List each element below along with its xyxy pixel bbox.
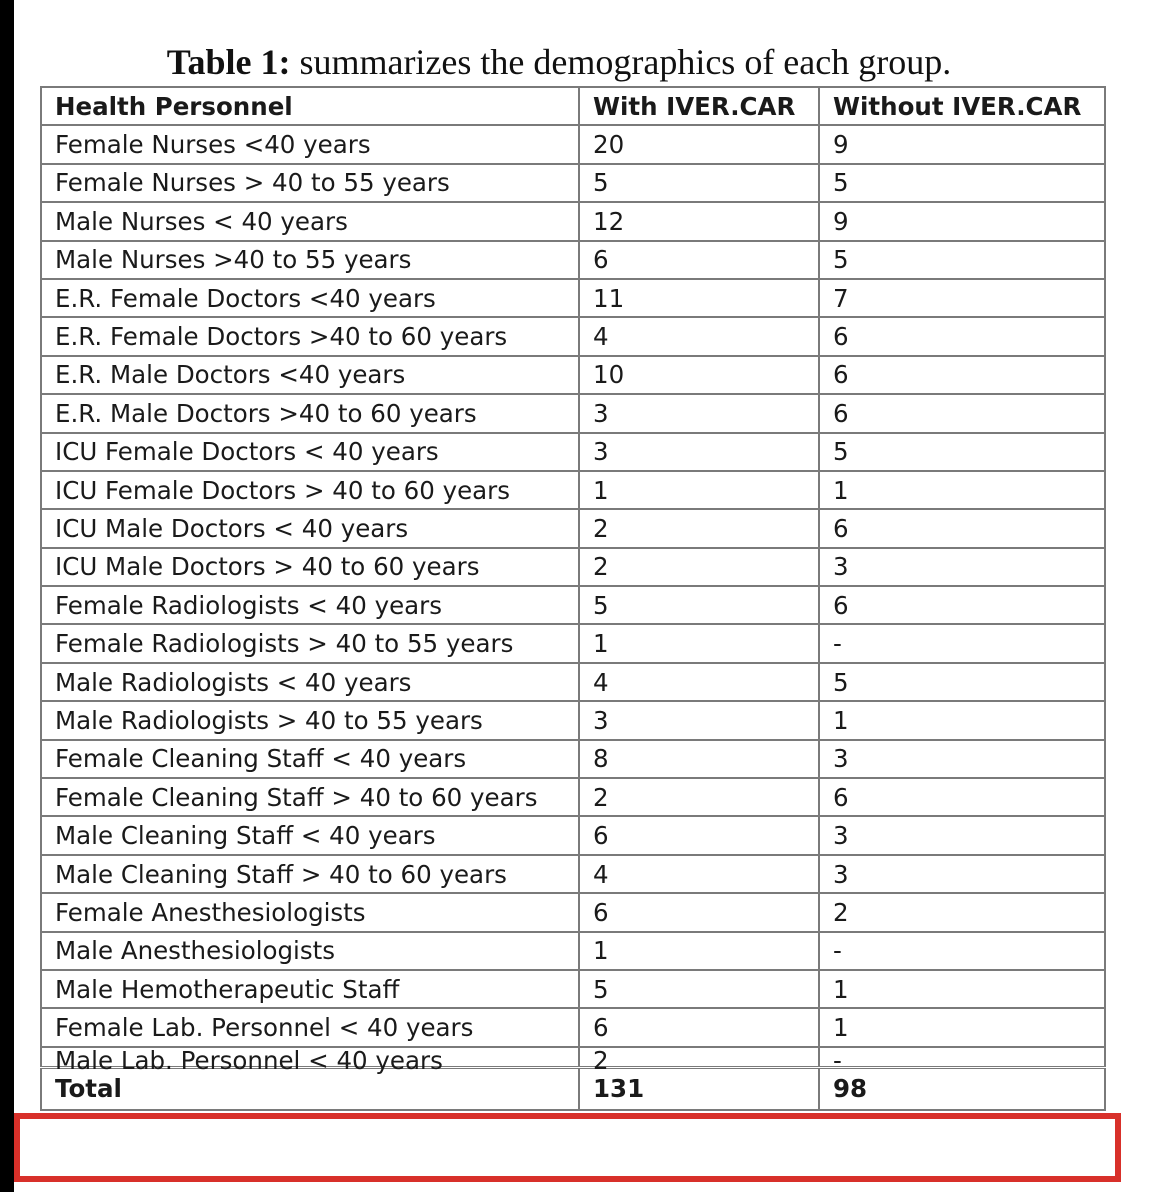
cell-personnel: Female Cleaning Staff < 40 years bbox=[41, 740, 579, 778]
cell-personnel: Female Radiologists < 40 years bbox=[41, 586, 579, 624]
cell-with: 2 bbox=[579, 778, 819, 816]
cell-with: 6 bbox=[579, 816, 819, 854]
cell-personnel: Male Radiologists > 40 to 55 years bbox=[41, 701, 579, 739]
demographics-table bbox=[40, 86, 1106, 1111]
cell-with: 12 bbox=[579, 202, 819, 240]
cell-with: 3 bbox=[579, 433, 819, 471]
table-row bbox=[41, 893, 1105, 931]
cell-without: 5 bbox=[819, 663, 1105, 701]
cell-with: 1 bbox=[579, 471, 819, 509]
table-row bbox=[41, 816, 1105, 854]
table-row bbox=[41, 548, 1105, 586]
cell-personnel: ICU Female Doctors < 40 years bbox=[41, 433, 579, 471]
cell-without: 5 bbox=[819, 164, 1105, 202]
cell-without: 6 bbox=[819, 356, 1105, 394]
cell-with: 3 bbox=[579, 394, 819, 432]
partial-text: Male Lab. Personnel < 40 years bbox=[55, 1045, 443, 1075]
cell-with: 10 bbox=[579, 356, 819, 394]
cell-without: 2 bbox=[819, 893, 1105, 931]
total-without: 98 bbox=[819, 1067, 1105, 1110]
cell-personnel: Male Radiologists < 40 years bbox=[41, 663, 579, 701]
table-row bbox=[41, 855, 1105, 893]
cell-personnel: Male Nurses >40 to 55 years bbox=[41, 241, 579, 279]
cell-without: 6 bbox=[819, 586, 1105, 624]
header-health-personnel: Health Personnel bbox=[41, 87, 579, 125]
caption-text: summarizes the demographics of each group. bbox=[299, 42, 952, 82]
total-label: Total bbox=[41, 1067, 579, 1110]
cell-with: 4 bbox=[579, 855, 819, 893]
table-row bbox=[41, 356, 1105, 394]
table-row bbox=[41, 701, 1105, 739]
table-row bbox=[41, 740, 1105, 778]
cell-without: 9 bbox=[819, 125, 1105, 163]
cell-personnel: Female Cleaning Staff > 40 to 60 years bbox=[41, 778, 579, 816]
table-row bbox=[41, 932, 1105, 970]
cell-without: 1 bbox=[819, 1008, 1105, 1046]
cell-personnel: Female Nurses > 40 to 55 years bbox=[41, 164, 579, 202]
cell-with bbox=[579, 1045, 819, 1075]
partial-table-row bbox=[41, 1047, 1105, 1068]
partial-text: 2 bbox=[593, 1045, 609, 1075]
cell-personnel: E.R. Male Doctors >40 to 60 years bbox=[41, 394, 579, 432]
cell-with: 5 bbox=[579, 164, 819, 202]
cell-with: 8 bbox=[579, 740, 819, 778]
cell-with: 6 bbox=[579, 893, 819, 931]
table-body bbox=[41, 125, 1105, 1046]
cell-with: 6 bbox=[579, 1008, 819, 1046]
partial-text: - bbox=[833, 1045, 842, 1075]
table-row bbox=[41, 1008, 1105, 1046]
cell-personnel: Female Lab. Personnel < 40 years bbox=[41, 1008, 579, 1046]
table-row bbox=[41, 509, 1105, 547]
table-caption bbox=[14, 40, 1104, 84]
table-row bbox=[41, 970, 1105, 1008]
cell-without: 1 bbox=[819, 471, 1105, 509]
table-row bbox=[41, 279, 1105, 317]
table-row bbox=[41, 202, 1105, 240]
cell-personnel: E.R. Female Doctors <40 years bbox=[41, 279, 579, 317]
cell-with: 2 bbox=[579, 548, 819, 586]
cell-personnel: Male Cleaning Staff > 40 to 60 years bbox=[41, 855, 579, 893]
cell-without: - bbox=[819, 932, 1105, 970]
cell-with: 1 bbox=[579, 624, 819, 662]
table-row bbox=[41, 125, 1105, 163]
cell-personnel: Female Anesthesiologists bbox=[41, 893, 579, 931]
cell-without: 5 bbox=[819, 241, 1105, 279]
table-row bbox=[41, 433, 1105, 471]
cell-personnel: Male Anesthesiologists bbox=[41, 932, 579, 970]
cell-with: 3 bbox=[579, 701, 819, 739]
cell-personnel: E.R. Male Doctors <40 years bbox=[41, 356, 579, 394]
table-row bbox=[41, 394, 1105, 432]
cell-without: 3 bbox=[819, 548, 1105, 586]
cell-without: 3 bbox=[819, 740, 1105, 778]
cell-without: 5 bbox=[819, 433, 1105, 471]
cell-personnel: Female Nurses <40 years bbox=[41, 125, 579, 163]
cell-without: 3 bbox=[819, 855, 1105, 893]
cell-personnel bbox=[41, 1045, 579, 1075]
cell-without bbox=[819, 1045, 1105, 1075]
cell-with: 5 bbox=[579, 586, 819, 624]
cell-without: 1 bbox=[819, 970, 1105, 1008]
cell-with: 1 bbox=[579, 932, 819, 970]
table-row bbox=[41, 241, 1105, 279]
cell-without: 6 bbox=[819, 317, 1105, 355]
cell-with: 2 bbox=[579, 509, 819, 547]
cell-without: 1 bbox=[819, 701, 1105, 739]
cell-personnel: Male Hemotherapeutic Staff bbox=[41, 970, 579, 1008]
cell-with: 20 bbox=[579, 125, 819, 163]
header-with-ivercar: With IVER.CAR bbox=[579, 87, 819, 125]
table-header-row bbox=[41, 87, 1105, 125]
cell-without: 3 bbox=[819, 816, 1105, 854]
table-row bbox=[41, 624, 1105, 662]
table-row bbox=[41, 586, 1105, 624]
cell-personnel: ICU Female Doctors > 40 to 60 years bbox=[41, 471, 579, 509]
cell-without: - bbox=[819, 624, 1105, 662]
cell-personnel: Male Nurses < 40 years bbox=[41, 202, 579, 240]
table-row bbox=[41, 317, 1105, 355]
cell-personnel: ICU Male Doctors < 40 years bbox=[41, 509, 579, 547]
header-without-ivercar: Without IVER.CAR bbox=[819, 87, 1105, 125]
cell-with: 6 bbox=[579, 241, 819, 279]
cell-without: 9 bbox=[819, 202, 1105, 240]
cell-with: 5 bbox=[579, 970, 819, 1008]
cell-personnel: Male Cleaning Staff < 40 years bbox=[41, 816, 579, 854]
total-with: 131 bbox=[579, 1067, 819, 1110]
table-row bbox=[41, 164, 1105, 202]
table-row bbox=[41, 778, 1105, 816]
cell-without: 7 bbox=[819, 279, 1105, 317]
cell-personnel: ICU Male Doctors > 40 to 60 years bbox=[41, 548, 579, 586]
document-page bbox=[14, 0, 1150, 1192]
table-row bbox=[41, 471, 1105, 509]
cell-without: 6 bbox=[819, 778, 1105, 816]
cell-without: 6 bbox=[819, 509, 1105, 547]
cell-personnel: E.R. Female Doctors >40 to 60 years bbox=[41, 317, 579, 355]
cell-personnel: Female Radiologists > 40 to 55 years bbox=[41, 624, 579, 662]
cell-with: 11 bbox=[579, 279, 819, 317]
cell-without: 6 bbox=[819, 394, 1105, 432]
caption-label: Table 1: bbox=[166, 42, 291, 82]
table-row bbox=[41, 663, 1105, 701]
cell-with: 4 bbox=[579, 663, 819, 701]
cell-with: 4 bbox=[579, 317, 819, 355]
